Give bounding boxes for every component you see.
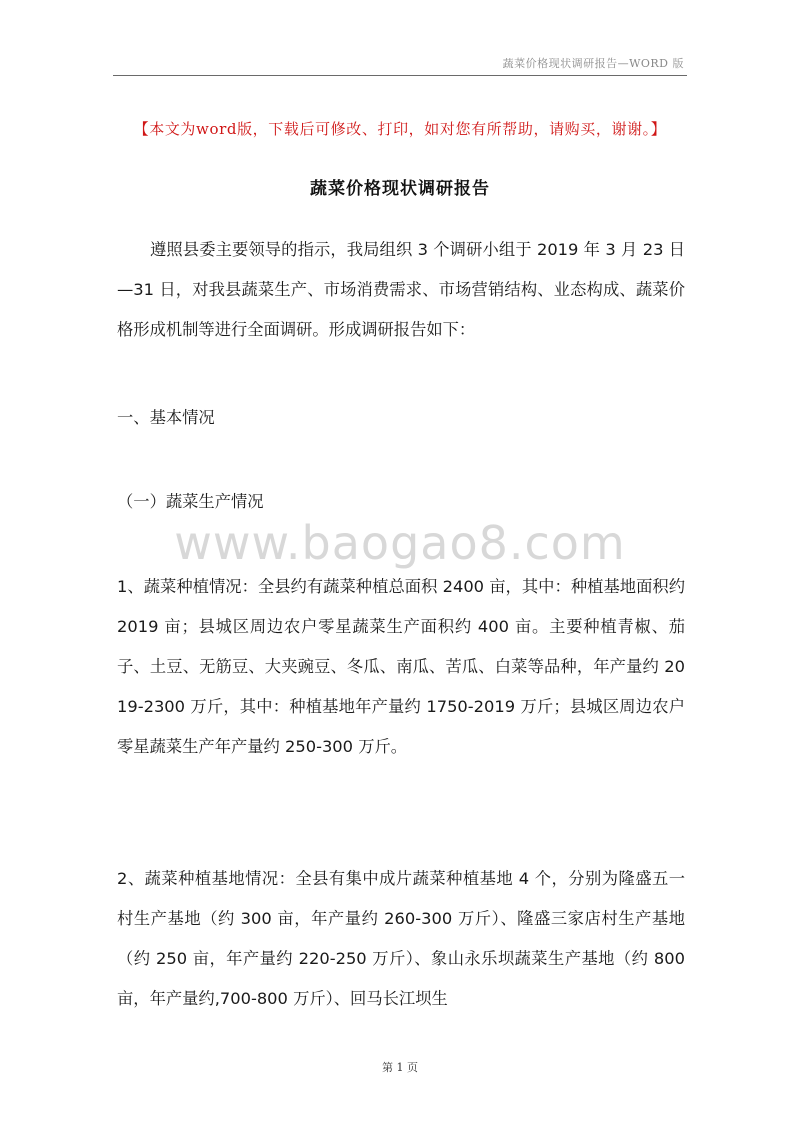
page-number: 第 1 页 [382, 1061, 418, 1074]
document-title: 蔬菜价格现状调研报告 [310, 179, 490, 199]
intro-paragraph: 遵照县委主要领导的指示，我局组织 3 个调研小组于 2019 年 3 月 23 日—31 日，对我县蔬菜生产、市场消费需求、市场营销结构、业态构成、蔬菜价格形成机制等进行全面调研。形成调研报告如下： [117, 240, 685, 339]
paragraph-planting: 1、蔬菜种植情况：全县约有蔬菜种植总面积 2400 亩，其中：种植基地面积约 2019 亩；县城区周边农户零星蔬菜生产面积约 400 亩。主要种植青椒、茄子、土豆、无筋豆、大夹豌豆、冬瓜、南瓜、苦瓜、白菜等品种，年产量约 2019-2300 万斤，其中：种植基地年产量约 1750-2019 万斤；县城区周边农户零星蔬菜生产年产量约 250-300 万斤。 [117, 577, 685, 756]
header-divider [113, 75, 687, 76]
section-heading-basic: 一、基本情况 [117, 408, 215, 427]
purchase-notice: 【本文为word版，下载后可修改、打印，如对您有所帮助，请购买，谢谢。】 [133, 120, 667, 138]
watermark-text: www.baogao8.com [174, 516, 626, 570]
paragraph-planting-bases: 2、蔬菜种植基地情况：全县有集中成片蔬菜种植基地 4 个，分别为隆盛五一村生产基地（约 300 亩，年产量约 260-300 万斤）、隆盛三家店村生产基地（约 250 亩，年产量约 220-250 万斤）、象山永乐坝蔬菜生产基地（约 800 亩，年产量约,700-800 万斤）、回马长江坝生 [117, 869, 685, 1008]
subsection-heading-production: （一）蔬菜生产情况 [117, 492, 264, 511]
running-header: 蔬菜价格现状调研报告—WORD 版 [502, 57, 684, 70]
